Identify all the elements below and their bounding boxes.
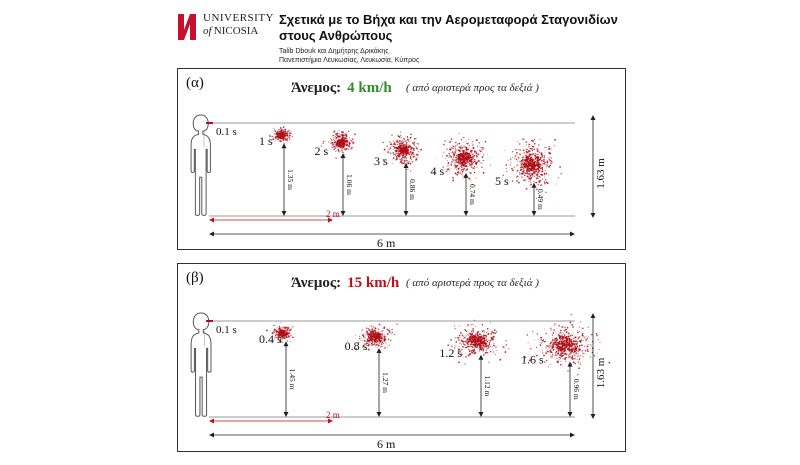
panel-a-diagram [178, 69, 625, 249]
height-arrow-head-top [532, 183, 537, 188]
distance-6m-label: 6 m [377, 437, 396, 451]
cloud-time-label: 3 s [374, 154, 388, 168]
person-outline [191, 313, 211, 416]
cloud-height-label: 1.12 m [483, 375, 492, 397]
logo-text-nicosia [203, 25, 258, 37]
start-time-label: 0.1 s [216, 324, 237, 336]
wind-speed: 4 km/h [347, 80, 392, 96]
panel-label: (α) [186, 75, 204, 91]
logo-text-name: NICOSIA [213, 25, 259, 37]
person-silhouette [191, 115, 210, 215]
droplet-cloud [382, 131, 422, 171]
university-logo [176, 10, 274, 44]
logo-text-university: UNIVERSITY [203, 12, 274, 24]
height-arrow-head-top [284, 341, 289, 346]
wind-title [291, 275, 400, 291]
height-arrow-head-bottom [341, 211, 346, 216]
height-arrow-head-bottom [404, 211, 409, 216]
cloud-height-label: 1.45 m [288, 368, 297, 390]
authors [279, 47, 419, 65]
droplet-cloud [503, 138, 562, 199]
distance-2m-arrow-head-left [209, 218, 214, 223]
wind-speed: 15 km/h [347, 275, 400, 291]
wind-direction: ( από αριστερά προς τα δεξιά ) [406, 82, 539, 94]
person-height-arrow-head-top [591, 313, 596, 318]
distance-6m-arrow-head-left [209, 232, 214, 237]
start-time-label: 0.1 s [216, 126, 237, 138]
university-logo-icon [176, 12, 198, 42]
cloud-height-label: 0.96 m [572, 378, 581, 400]
height-arrow-head-top [464, 173, 469, 178]
cloud-height-label: 0.74 m [468, 184, 477, 205]
cloud-time-label: 0.8 s [344, 339, 368, 353]
height-arrow-head-bottom [568, 412, 573, 417]
cloud-height-label: 1.35 m [286, 169, 295, 191]
panel-b [177, 263, 626, 452]
distance-6m-arrow-head-left [209, 433, 214, 438]
panel-a [177, 68, 626, 250]
title-line-1: Σχετικά με το Βήχα και την Αερομεταφορά Σταγονιδίων [279, 12, 618, 27]
height-arrow-head-top [377, 348, 382, 353]
height-arrow-head-bottom [282, 211, 287, 216]
height-arrow-head-top [479, 355, 484, 360]
distance-2m-label: 2 m [326, 410, 340, 420]
height-arrow-head-bottom [464, 211, 469, 216]
person-height-label: 1.63 m [595, 158, 607, 189]
cloud-height-label: 0.86 m [408, 179, 417, 200]
cloud-height-label: 0.49 m [536, 188, 545, 210]
wind-label: Άνεμος: [291, 80, 342, 96]
wind-direction: ( από αριστερά προς τα δεξιά ) [406, 277, 539, 289]
authors-affiliation: Πανεπιστήμιο Λευκωσίας, Λευκωσία, Κύπρος [279, 57, 420, 64]
wind-label: Άνεμος: [291, 275, 342, 291]
panel-label: (β) [186, 270, 204, 286]
distance-2m-arrow-head-left [209, 419, 214, 424]
panel-b-diagram [178, 264, 625, 451]
cloud-height-label: 1.06 m [345, 174, 354, 195]
cloud-time-label: 1.6 s [521, 352, 544, 367]
height-arrow-head-top [341, 153, 346, 158]
distance-6m-label: 6 m [377, 236, 396, 249]
person-height-arrow-head-bottom [591, 213, 596, 218]
person-silhouette [191, 313, 211, 416]
height-arrow-head-bottom [532, 211, 537, 216]
height-arrow-head-bottom [284, 412, 289, 417]
cloud-time-label: 2 s [314, 144, 329, 159]
authors-names: Talib Dbouk και Δημήτρης Δρικάκης [279, 48, 389, 55]
droplet-cloud [436, 133, 491, 186]
cloud-time-label: 1 s [259, 134, 273, 149]
height-arrow-head-bottom [479, 412, 484, 417]
person-height-arrow-head-top [591, 115, 596, 120]
logo-text-of: of [203, 25, 212, 37]
person-outline [191, 115, 210, 215]
distance-2m-label: 2 m [326, 209, 340, 219]
person-height-arrow-head-bottom [591, 414, 596, 419]
person-height-label: 1.63 m [595, 357, 607, 389]
cloud-time-label: 0.4 s [259, 332, 282, 347]
cloud-time-label: 5 s [495, 173, 509, 188]
distance-6m-arrow-head-right [570, 232, 575, 237]
cloud-time-label: 1.2 s [439, 345, 463, 360]
cloud-time-label: 4 s [430, 163, 445, 178]
cloud-height-label: 1.27 m [381, 372, 390, 393]
distance-6m-arrow-head-right [570, 433, 575, 438]
page-title [279, 12, 659, 44]
height-arrow-head-bottom [377, 412, 382, 417]
page-header [0, 0, 800, 68]
wind-title [291, 80, 392, 96]
title-line-2: στους Ανθρώπους [279, 28, 393, 43]
height-arrow-head-top [282, 143, 287, 148]
